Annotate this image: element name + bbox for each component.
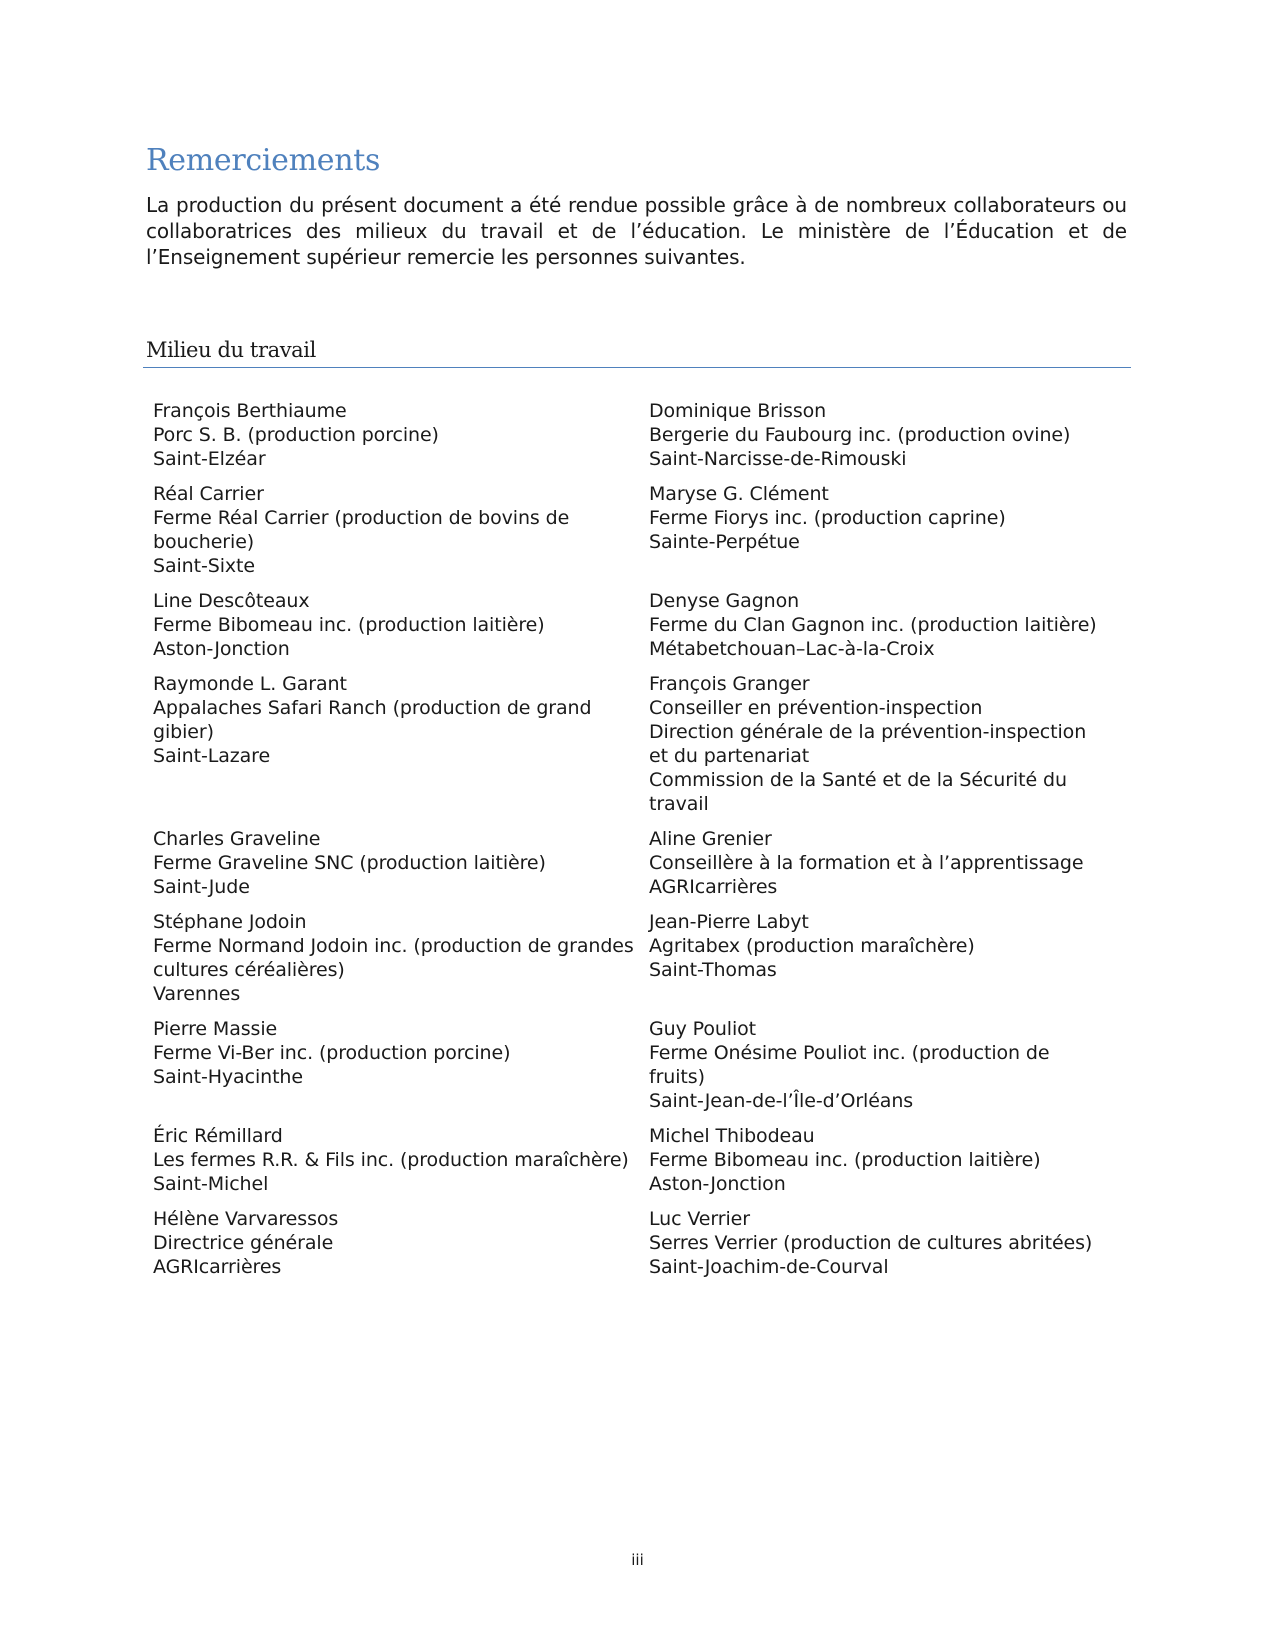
contact-name: Maryse G. Clément [649,483,829,505]
contact-detail-line: Saint-Jude [153,876,250,898]
contact-detail-line: Ferme Vi-Ber inc. (production porcine) [153,1042,511,1064]
contact-detail-line: Agritabex (production maraîchère) [649,935,975,957]
contact-entry [153,589,649,661]
contact-name: Aline Grenier [649,828,772,850]
contact-detail-line: Ferme Fiorys inc. (production caprine) [649,507,1006,529]
contact-detail-line: Porc S. B. (production porcine) [153,424,439,446]
page-number: iii [631,1551,644,1569]
contact-detail-line: Appalaches Safari Ranch (production de grand gibier) [153,697,592,743]
contact-entry [153,482,649,578]
contact-detail-line: Directrice générale [153,1232,334,1254]
contact-detail-line: Saint-Thomas [649,959,777,981]
contact-detail-line: Saint-Hyacinthe [153,1066,303,1088]
contact-detail-line: Varennes [153,983,241,1005]
contact-detail-line: Saint-Joachim-de-Courval [649,1256,889,1278]
contact-entry [649,910,1103,1006]
contact-detail-line: Métabetchouan–Lac-à-la-Croix [649,638,935,660]
contact-entry [649,827,1103,899]
contact-detail-line: Ferme Graveline SNC (production laitière) [153,852,546,874]
contact-entry [649,1124,1103,1196]
contact-detail-line: Ferme Bibomeau inc. (production laitière) [649,1149,1041,1171]
contact-detail-line: Saint-Sixte [153,555,255,577]
contact-name: Raymonde L. Garant [153,673,347,695]
contact-name: Dominique Brisson [649,400,827,422]
contact-name: Denyse Gagnon [649,590,800,612]
contact-detail-line: Direction générale de la prévention-inspection et du partenariat [649,721,1087,767]
page-title: Remerciements [146,143,381,178]
section-title: Milieu du travail [146,338,316,362]
contact-detail-line: Saint-Jean-de-l’Île-d’Orléans [649,1090,914,1112]
contact-name: Michel Thibodeau [649,1125,815,1147]
contact-detail-line: Ferme Onésime Pouliot inc. (production de fruits) [649,1042,1050,1088]
contact-entry [153,672,649,816]
contact-name: Réal Carrier [153,483,264,505]
contact-detail-line: Conseillère à la formation et à l’apprentissage [649,852,1084,874]
contacts-grid [153,399,1103,1279]
contact-detail-line: Sainte-Perpétue [649,531,800,553]
contact-detail-line: Serres Verrier (production de cultures abritées) [649,1232,1093,1254]
contact-entry [649,1017,1103,1113]
contact-name: Stéphane Jodoin [153,911,307,933]
contact-detail-line: AGRIcarrières [649,876,778,898]
section-divider [143,367,1131,368]
contact-entry [153,1124,649,1196]
contact-entry [649,399,1103,471]
contact-detail-line: Ferme Réal Carrier (production de bovins de boucherie) [153,507,570,553]
contact-detail-line: Ferme du Clan Gagnon inc. (production laitière) [649,614,1097,636]
contact-detail-line: Saint-Elzéar [153,448,266,470]
contact-entry [649,589,1103,661]
contact-entry [153,1017,649,1113]
contact-name: Luc Verrier [649,1208,750,1230]
contact-detail-line: Saint-Michel [153,1173,269,1195]
contact-detail-line: Ferme Bibomeau inc. (production laitière) [153,614,545,636]
contact-detail-line: Bergerie du Faubourg inc. (production ovine) [649,424,1071,446]
contact-name: François Berthiaume [153,400,347,422]
contact-detail-line: Saint-Narcisse-de-Rimouski [649,448,907,470]
contact-entry [153,399,649,471]
contact-name: Charles Graveline [153,828,321,850]
contact-detail-line: Les fermes R.R. & Fils inc. (production maraîchère) [153,1149,629,1171]
contact-name: Hélène Varvaressos [153,1208,339,1230]
contact-entry [649,1207,1103,1279]
contact-detail-line: Ferme Normand Jodoin inc. (production de grandes cultures céréalières) [153,935,634,981]
contact-name: Line Descôteaux [153,590,310,612]
contact-detail-line: Aston-Jonction [649,1173,786,1195]
contact-entry [153,910,649,1006]
contact-detail-line: Conseiller en prévention-inspection [649,697,983,719]
contact-name: François Granger [649,673,810,695]
contact-detail-line: AGRIcarrières [153,1256,282,1278]
contact-entry [153,1207,649,1279]
contact-name: Pierre Massie [153,1018,278,1040]
contact-detail-line: Saint-Lazare [153,745,271,767]
contact-name: Jean-Pierre Labyt [649,911,809,933]
contact-entry [649,672,1103,816]
contact-entry [649,482,1103,578]
contact-detail-line: Aston-Jonction [153,638,290,660]
contact-detail-line: Commission de la Santé et de la Sécurité du travail [649,769,1067,815]
contact-name: Éric Rémillard [153,1125,283,1147]
contact-entry [153,827,649,899]
contact-name: Guy Pouliot [649,1018,757,1040]
intro-paragraph: La production du présent document a été rendue possible grâce à de nombreux collaborateurs ou collaboratrices des milieux du travail et de l’éducation. Le ministère de l’Éducation et de l’Enseignement supérieur remercie les personnes suivantes. [146,193,1127,269]
